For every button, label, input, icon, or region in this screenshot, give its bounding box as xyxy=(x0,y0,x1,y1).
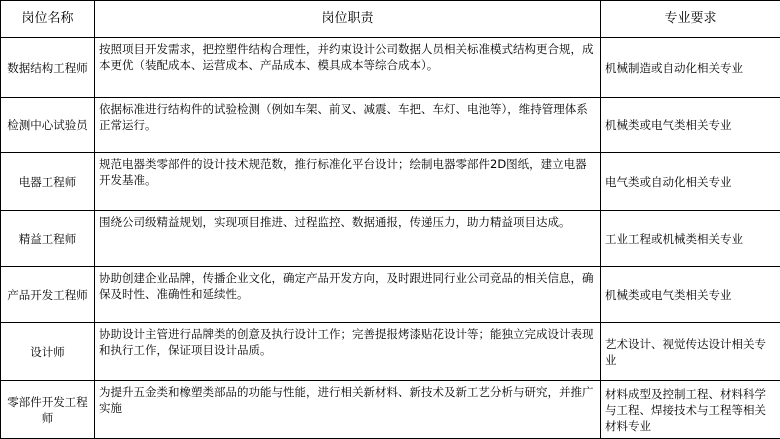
position-requirement: 艺术设计、视觉传达设计相关专业 xyxy=(601,323,780,381)
position-duty: 为提升五金类和橡塑类部品的功能与性能，进行相关新材料、新技术及新工艺分析与研究，并推广实施 xyxy=(95,381,601,439)
position-title: 产品开发工程师 xyxy=(1,267,95,323)
position-title: 零部件开发工程师 xyxy=(1,381,95,439)
table-row xyxy=(1,38,780,98)
position-title: 设计师 xyxy=(1,323,95,381)
position-duty: 围绕公司级精益规划，实现项目推进、过程监控、数据通报，传递压力，助力精益项目达成。 xyxy=(95,211,601,267)
table-row xyxy=(1,153,780,211)
position-duty: 按照项目开发需求，把控塑件结构合理性，并约束设计公司数据人员相关标准模式结构更合规，成本更优（装配成本、运营成本、产品成本、模具成本等综合成本）。 xyxy=(95,38,601,98)
position-title: 检测中心试验员 xyxy=(1,98,95,153)
table-row xyxy=(1,98,780,153)
position-duty: 规范电器类零部件的设计技术规范数，推行标准化平台设计；绘制电器零部件2D图纸，建立电器开发基准。 xyxy=(95,153,601,211)
position-requirement: 机械制造或自动化相关专业 xyxy=(601,38,780,98)
header-row xyxy=(1,1,780,38)
header-responsibilities: 岗位职责 xyxy=(95,1,601,38)
position-requirement: 机械类或电气类相关专业 xyxy=(601,267,780,323)
position-requirement: 电气类或自动化相关专业 xyxy=(601,153,780,211)
position-title: 电器工程师 xyxy=(1,153,95,211)
header-position-name: 岗位名称 xyxy=(1,1,95,38)
table-row xyxy=(1,267,780,323)
position-duty: 依据标准进行结构件的试验检测（例如车架、前叉、减震、车把、车灯、电池等），维持管理体系正常运行。 xyxy=(95,98,601,153)
position-requirement: 材料成型及控制工程、材料科学与工程、焊接技术与工程等相关材料专业 xyxy=(601,381,780,439)
table-row xyxy=(1,211,780,267)
position-duty: 协助设计主管进行品牌类的创意及执行设计工作；完善提报烤漆贴花设计等；能独立完成设计表现和执行工作，保证项目设计品质。 xyxy=(95,323,601,381)
header-requirements: 专业要求 xyxy=(601,1,780,38)
position-duty: 协助创建企业品牌，传播企业文化，确定产品开发方向，及时跟进同行业公司竞品的相关信息，确保及时性、准确性和延续性。 xyxy=(95,267,601,323)
position-requirement: 工业工程或机械类相关专业 xyxy=(601,211,780,267)
table-row xyxy=(1,323,780,381)
position-requirement: 机械类或电气类相关专业 xyxy=(601,98,780,153)
position-title: 精益工程师 xyxy=(1,211,95,267)
table-row xyxy=(1,381,780,439)
position-title: 数据结构工程师 xyxy=(1,38,95,98)
